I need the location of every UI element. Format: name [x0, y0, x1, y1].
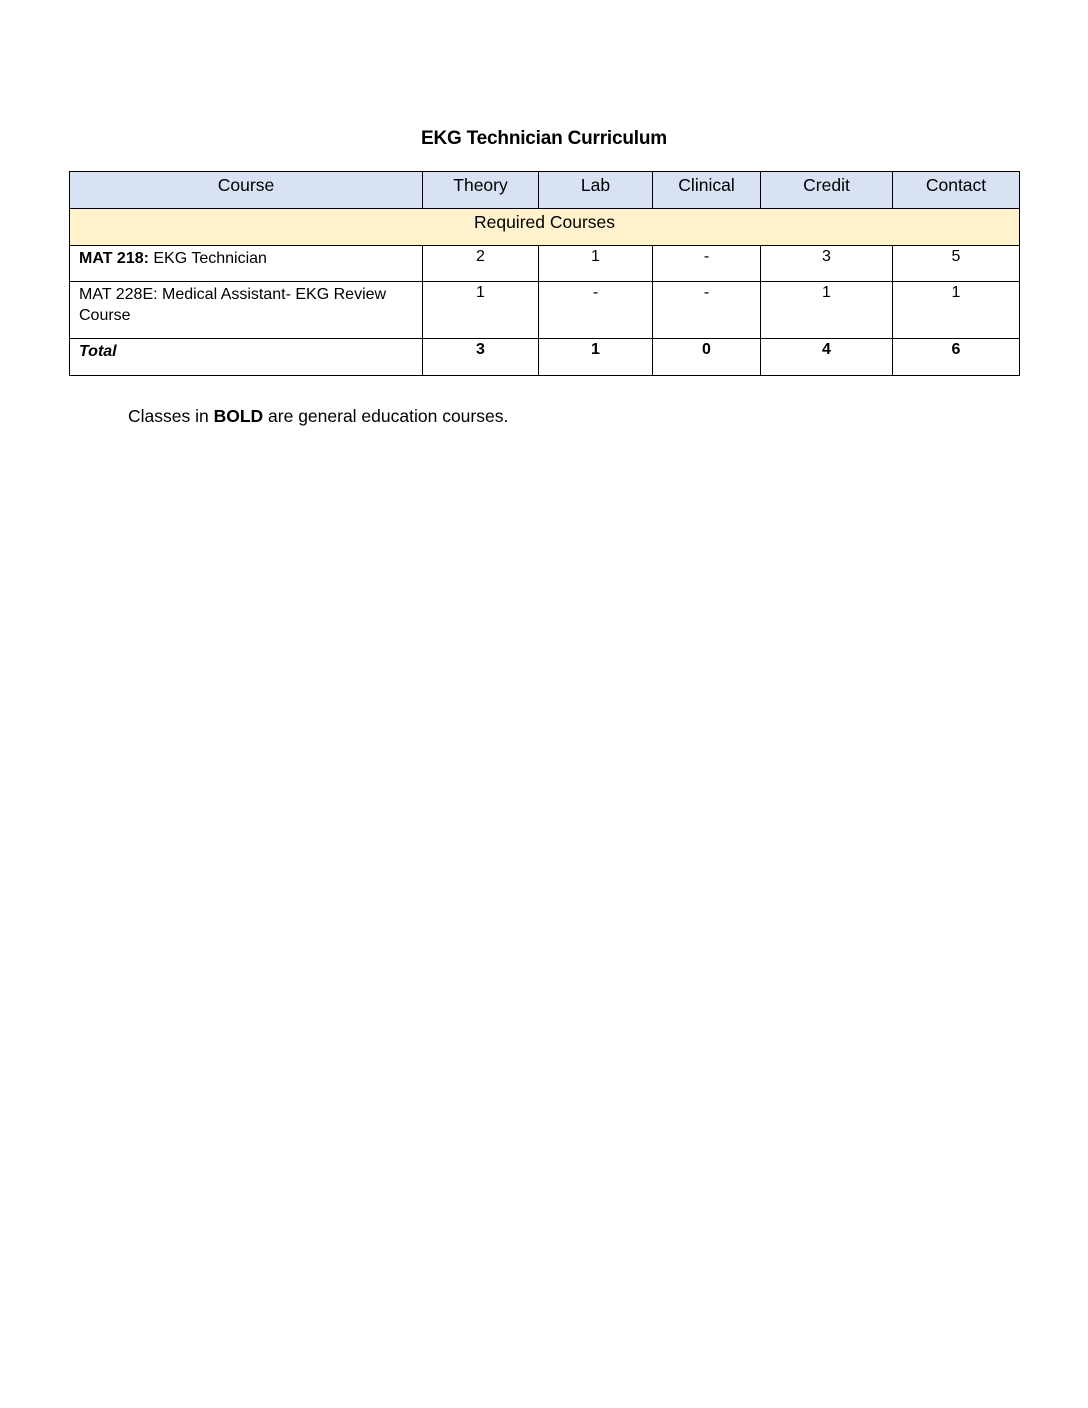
total-clinical: 0	[653, 339, 761, 376]
footnote-bold: BOLD	[213, 406, 264, 426]
header-credit: Credit	[761, 172, 893, 209]
header-course: Course	[70, 172, 423, 209]
course-code: MAT 218:	[79, 250, 149, 267]
credit-cell: 1	[761, 282, 893, 339]
table-header-row	[70, 172, 1020, 209]
header-lab: Lab	[539, 172, 653, 209]
document-title: EKG Technician Curriculum	[421, 128, 667, 149]
total-label: Total	[79, 343, 117, 360]
theory-cell: 2	[423, 246, 539, 282]
table-row	[70, 282, 1020, 339]
course-cell	[70, 282, 423, 339]
clinical-cell: -	[653, 246, 761, 282]
total-theory: 3	[423, 339, 539, 376]
course-name: MAT 228E: Medical Assistant- EKG Review Course	[79, 286, 387, 324]
header-theory: Theory	[423, 172, 539, 209]
total-row	[70, 339, 1020, 376]
course-cell	[70, 246, 423, 282]
curriculum-table	[69, 171, 1020, 376]
header-contact: Contact	[893, 172, 1020, 209]
contact-cell: 5	[893, 246, 1020, 282]
total-contact: 6	[893, 339, 1020, 376]
footnote-suffix: are general education courses.	[263, 406, 509, 426]
total-lab: 1	[539, 339, 653, 376]
total-label-cell	[70, 339, 423, 376]
footnote	[128, 406, 508, 427]
section-label: Required Courses	[70, 209, 1020, 246]
lab-cell: -	[539, 282, 653, 339]
total-credit: 4	[761, 339, 893, 376]
course-name: EKG Technician	[148, 250, 267, 267]
table-row	[70, 246, 1020, 282]
footnote-prefix: Classes in	[128, 406, 214, 426]
theory-cell: 1	[423, 282, 539, 339]
section-row-required	[70, 209, 1020, 246]
credit-cell: 3	[761, 246, 893, 282]
clinical-cell: -	[653, 282, 761, 339]
header-clinical: Clinical	[653, 172, 761, 209]
contact-cell: 1	[893, 282, 1020, 339]
lab-cell: 1	[539, 246, 653, 282]
